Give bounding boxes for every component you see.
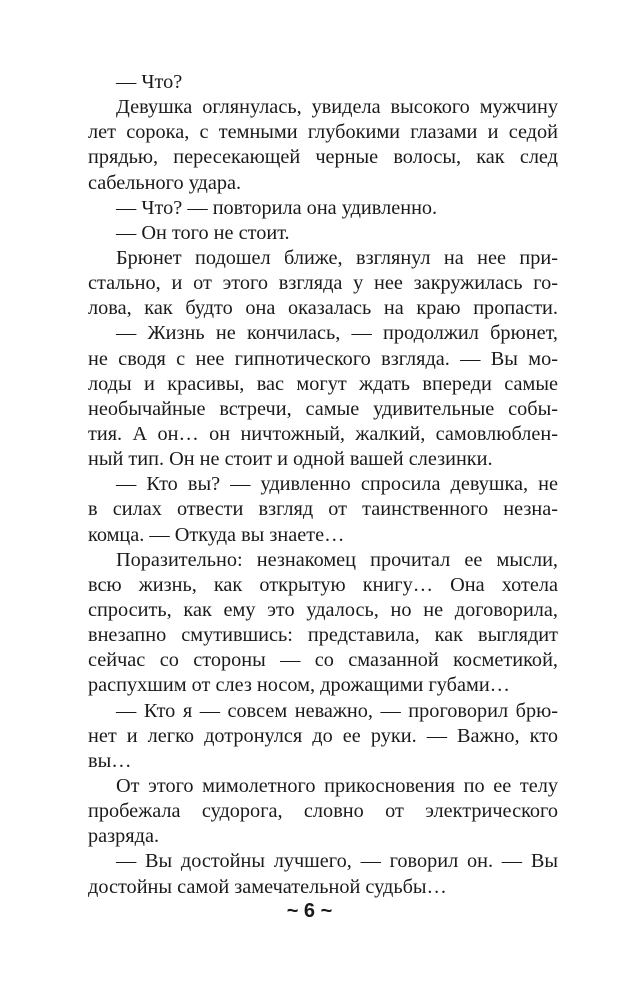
- text-line: — Вы достойны лучшего, — говорил он. — Вы: [116, 850, 558, 873]
- text-line: — Кто вы? — удивленно спросила девушка, не: [116, 473, 558, 496]
- text-line: вы…: [88, 749, 132, 772]
- text-line: всю жизнь, как открытую книгу… Она хотела: [88, 573, 558, 596]
- text-line: — Он того не стоит.: [116, 221, 290, 244]
- text-line: От этого мимолетного прикосновения по ее телу: [116, 774, 558, 797]
- page-number: ~ 6 ~: [286, 900, 333, 922]
- text-line: тия. А он… он ничтожный, жалкий, самовлюблен-: [88, 422, 558, 445]
- text-line: Девушка оглянулась, увидела высокого мужчину: [116, 96, 558, 119]
- text-line: комца. — Откуда вы знаете…: [88, 523, 345, 546]
- text-line: Брюнет подошел ближе, взглянул на нее при-: [116, 246, 558, 269]
- text-line: прядью, пересекающей черные волосы, как след: [88, 146, 558, 169]
- text-line: распухшим от слез носом, дрожащими губами…: [88, 674, 510, 697]
- text-line: спросить, как ему это удалось, но не договорила,: [88, 598, 558, 621]
- book-page-text: [88, 70, 558, 900]
- text-line: разряда.: [88, 825, 160, 848]
- text-line: пробежала судорога, словно от электрического: [88, 800, 558, 823]
- text-line: сейчас со стороны — со смазанной косметикой,: [88, 649, 558, 672]
- text-line: не сводя с нее гипнотического взгляда. — Вы мо-: [88, 347, 558, 370]
- text-line: нет и легко дотронулся до ее руки. — Важно, кто: [88, 724, 558, 747]
- text-line: Поразительно: незнакомец прочитал ее мысли,: [116, 548, 558, 571]
- text-line: необычайные встречи, самые удивительные собы-: [88, 397, 558, 420]
- text-line: в силах отвести взгляд от таинственного незна-: [88, 498, 558, 521]
- text-line: сабельного удара.: [88, 171, 242, 194]
- text-line: — Кто я — совсем неважно, — проговорил брю-: [116, 699, 558, 722]
- text-line: внезапно смутившись: представила, как выглядит: [88, 624, 558, 647]
- text-line: — Что? — повторила она удивленно.: [116, 196, 438, 219]
- text-line: ный тип. Он не стоит и одной вашей слезинки.: [88, 448, 493, 471]
- text-line: — Жизнь не кончилась, — продолжил брюнет,: [116, 322, 558, 345]
- text-line: лет сорока, с темными глубокими глазами и седой: [88, 121, 558, 144]
- text-line: — Что?: [116, 71, 183, 93]
- text-line: стально, и от этого взгляда у нее закружилась го-: [88, 272, 558, 295]
- text-line: лоды и красивы, вас могут ждать впереди самые: [88, 372, 558, 395]
- text-line: достойны самой замечательной судьбы…: [88, 875, 447, 898]
- text-line: лова, как будто она оказалась на краю пропасти.: [88, 297, 558, 320]
